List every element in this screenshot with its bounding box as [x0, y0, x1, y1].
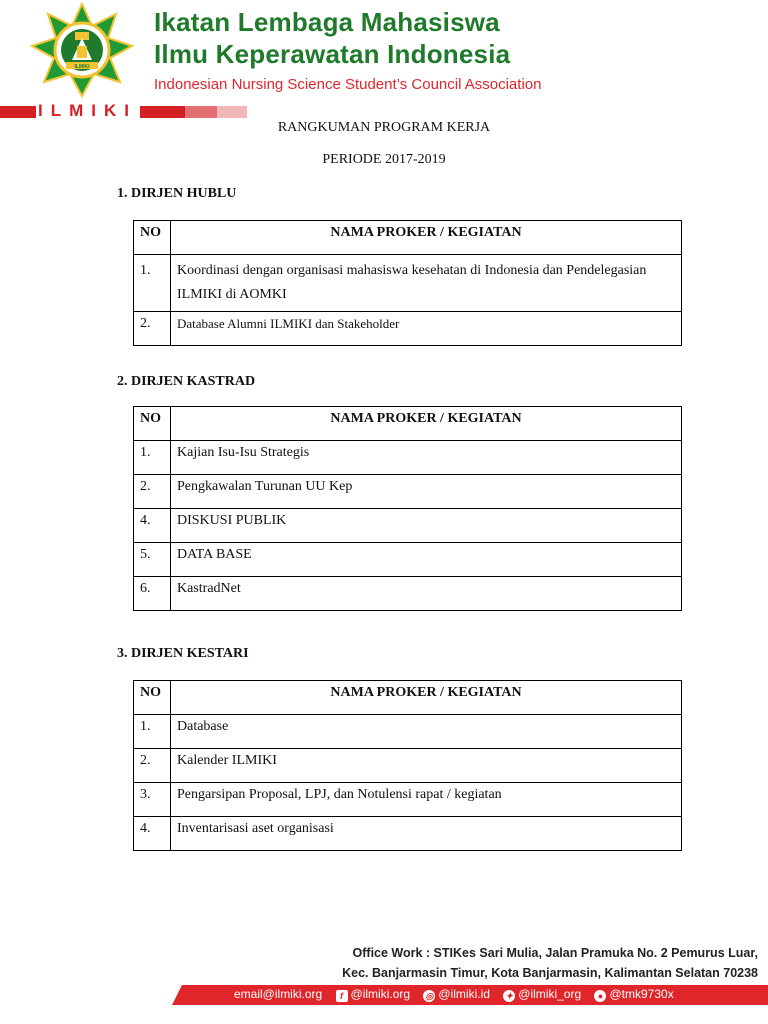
table-row: [134, 312, 682, 346]
row-activity: Inventarisasi aset organisasi: [171, 817, 682, 851]
row-number: 4.: [134, 509, 171, 543]
row-number: 1.: [134, 715, 171, 749]
ilmiki-logo: [28, 2, 136, 98]
col-no-header: NO: [134, 681, 171, 715]
table-row: [134, 817, 682, 851]
table-header-row: [134, 681, 682, 715]
org-title: [154, 6, 510, 70]
row-activity: Pengarsipan Proposal, LPJ, dan Notulensi rapat / kegiatan: [171, 783, 682, 817]
row-activity: KastradNet: [171, 577, 682, 611]
brand-word: ILMIKI: [38, 101, 137, 120]
footer-email[interactable]: email@ilmiki.org: [234, 987, 323, 1001]
row-number: 2.: [134, 749, 171, 783]
table-row: [134, 715, 682, 749]
row-activity: Koordinasi dengan organisasi mahasiswa kesehatan di Indonesia dan Pendelegasian ILMIKI di AOMKI: [171, 255, 682, 312]
table-row: [134, 441, 682, 475]
line-icon: ●: [594, 990, 606, 1002]
table-kastrad: [133, 406, 682, 611]
table-header-row: [134, 407, 682, 441]
footer-instagram[interactable]: ◎ @ilmiki.id: [423, 987, 490, 1001]
table-header-row: [134, 221, 682, 255]
table-hublu: [133, 220, 682, 346]
office-line1: Office Work : STIKes Sari Mulia, Jalan Pramuka No. 2 Pemurus Luar,: [352, 946, 758, 960]
row-activity: DATA BASE: [171, 543, 682, 577]
document-period: PERIODE 2017-2019: [322, 152, 446, 167]
row-number: 2.: [134, 312, 171, 346]
org-subtitle-en: Indonesian Nursing Science Student’s Council Association: [154, 76, 542, 93]
table-row: [134, 255, 682, 312]
row-activity: Kajian Isu-Isu Strategis: [171, 441, 682, 475]
row-number: 3.: [134, 783, 171, 817]
col-name-header: NAMA PROKER / KEGIATAN: [171, 681, 682, 715]
table-kestari: [133, 680, 682, 851]
col-no-header: NO: [134, 407, 171, 441]
footer-line[interactable]: ● @tmk9730x: [594, 987, 673, 1001]
footer-facebook[interactable]: f @ilmiki.org: [336, 987, 411, 1001]
org-name-line1: Ikatan Lembaga Mahasiswa: [154, 7, 500, 37]
section-heading-kastrad: 2. DIRJEN KASTRAD: [117, 374, 256, 389]
office-line2: Kec. Banjarmasin Timur, Kota Banjarmasin, Kalimantan Selatan 70238: [342, 966, 758, 980]
row-number: 2.: [134, 475, 171, 509]
row-number: 1.: [134, 255, 171, 312]
logo-banner-text: ILMIKI: [74, 64, 90, 70]
table-row: [134, 577, 682, 611]
section-heading-kestari: 3. DIRJEN KESTARI: [117, 646, 249, 661]
footer-contacts: [234, 987, 684, 1002]
instagram-icon: ◎: [423, 990, 435, 1002]
org-name-line2: Ilmu Keperawatan Indonesia: [154, 39, 511, 69]
row-activity: Pengkawalan Turunan UU Kep: [171, 475, 682, 509]
section-heading-hublu: 1. DIRJEN HUBLU: [117, 186, 237, 201]
row-activity: Database Alumni ILMIKI dan Stakeholder: [171, 312, 682, 346]
col-name-header: NAMA PROKER / KEGIATAN: [171, 407, 682, 441]
footer-twitter[interactable]: ✦ @ilmiki_org: [503, 987, 581, 1001]
table-row: [134, 475, 682, 509]
col-no-header: NO: [134, 221, 171, 255]
col-name-header: NAMA PROKER / KEGIATAN: [171, 221, 682, 255]
row-number: 5.: [134, 543, 171, 577]
row-activity: DISKUSI PUBLIK: [171, 509, 682, 543]
table-row: [134, 509, 682, 543]
twitter-icon: ✦: [503, 990, 515, 1002]
footer-office-address: [342, 943, 758, 983]
table-row: [134, 543, 682, 577]
document-title: RANGKUMAN PROGRAM KERJA: [277, 120, 491, 135]
row-activity: Database: [171, 715, 682, 749]
row-number: 1.: [134, 441, 171, 475]
row-number: 6.: [134, 577, 171, 611]
table-row: [134, 749, 682, 783]
facebook-icon: f: [336, 990, 348, 1002]
row-number: 4.: [134, 817, 171, 851]
row-activity: Kalender ILMIKI: [171, 749, 682, 783]
table-row: [134, 783, 682, 817]
